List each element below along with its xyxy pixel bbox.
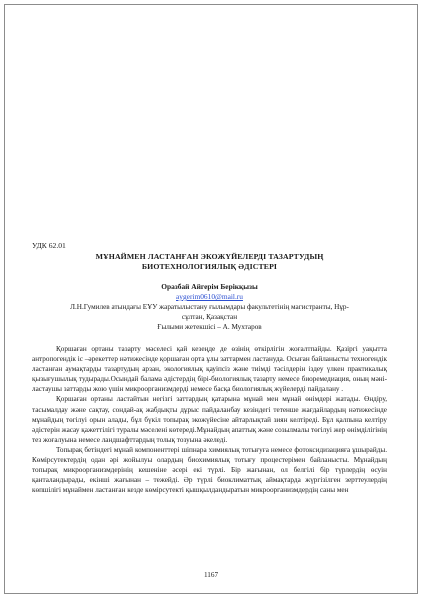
author-name: Оразбай Айгерім Берікқызы <box>161 282 258 291</box>
title-line: МҰНАЙМЕН ЛАСТАНҒАН ЭКОЖҮЙЕЛЕРДІ ТАЗАРТУДЫҢ <box>95 252 324 261</box>
body-paragraph: Топырақ бетіндегі мұнай компоненттері шіпнара химиялық тотығуға немесе фотоксидизацияға ұшырайды. Көмірсутектердің одан әрі жойылуы олардың биохимиялық тотығу процестерімен байланысты. Мұнайдың топырақ микроорганизмдерінің кешеніне әсері екі түрлі. Бір жағынан, ол белгілі бір түрлердің өсуін қанталандырады, екінші жағынан – тежейді. Әр түрлі биоклиматтық аймақтарда жүргізілген зерттеулердің көпшілігі мұнаймен ластанған кезде көмірсутекті қышқылдандыратын микроорганизмдердің саны мен <box>32 445 387 495</box>
affiliation-line: Л.Н.Гумилев атындағы ЕҰУ жаратылыстану ғылымдары факультетінің магистранты, Нұр- <box>70 303 349 311</box>
body-paragraph: Қоршаған ортаны ластайтын негізгі заттардың қатарына мұнай мен мұнай өнімдері жатады. Өндіру, тасымалдау және сақтау, сондай-ақ жабдықты дұрыс пайдаланбау кезіндегі тетенше жағдайлардың нәтижесінде мұнайдың төгілуі орын алады, бұл бүкіл топырақ экожүйесіне айтарлықтай зиян келтіреді. Бұл қалпына келтіру әдістерін жасау қажеттілігі туралы мәселені көтереді.Мұнайдың апаттық және созылмалы төгілуі жер өнімділігінің тез жоғалуына немесе ландшафттардың толық тозуына әкеледі. <box>32 395 387 444</box>
article-title <box>32 252 387 272</box>
author-email-link[interactable]: aygerim0610@mail.ru <box>176 292 243 301</box>
page-number: 1167 <box>203 571 219 579</box>
article-body <box>32 241 387 495</box>
affiliation-line: сұлтан, Қазақстан <box>181 313 238 321</box>
title-line: БИОТЕХНОЛОГИЯЛЫҚ ӘДІСТЕРІ <box>141 262 278 271</box>
udk-code: УДК 62.01 <box>32 241 66 250</box>
body-paragraph: Қоршаған ортаны тазарту мәселесі қай кезеңде де өзінің өткірлігін жоғалтпайды. Қазіргі уақытта антропогендік іс –әрекеттер нәтижесінде қоршаған орта ұлы заттармен ластануда. Осыған байланысты техногендік ластанған аумақтарды тазартудың арзан, экологиялық қауіпсіз және тиімді тәсілдерін іздеу үлкен практикалық қызығушылық тудырады.Осындай балама әдістердің бірі-биологиялық тазарту немесе биоремедиация, оның мәні-ластаушы заттарды жою үшін микроорганизмдерді немесе басқа биологиялық жүйелерді пайдалану . <box>32 345 387 394</box>
document-page <box>4 4 418 594</box>
scientific-advisor: Ғылыми жетекшісі – А. Мухтаров <box>157 323 262 331</box>
